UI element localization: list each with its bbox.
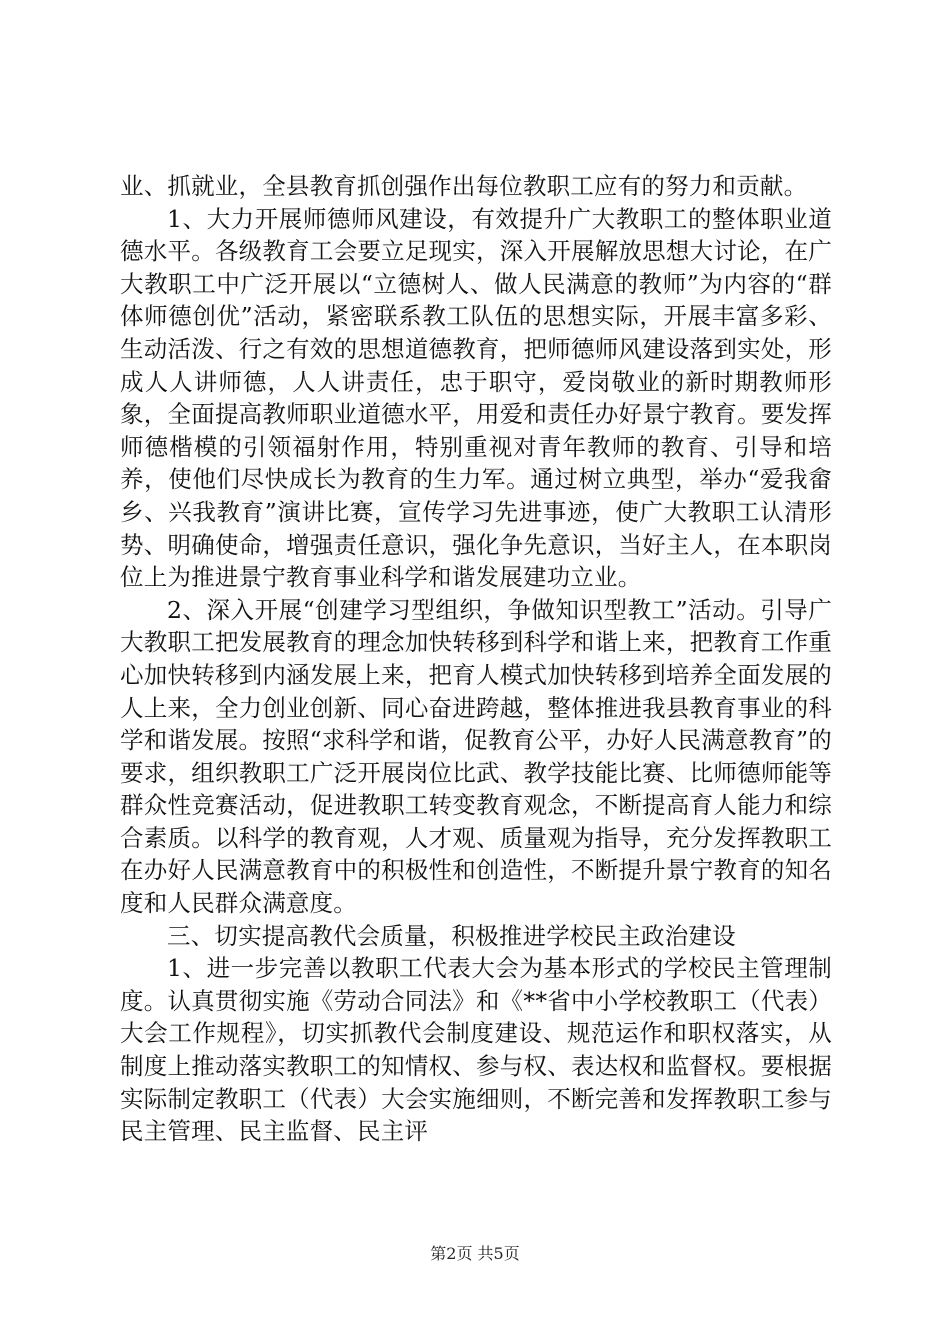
paragraph-learning-organization: 2、深入开展“创建学习型组织，争做知识型教工”活动。引导广大教职工把发展教育的理念加快转移到科学和谐上来，把教育工作重心加快转移到内涵发展上来，把育人模式加快转移到培养全面发展的人上来，全力创业创新、同心奋进跨越，整体推进我县教育事业的科学和谐发展。按照“求科学和谐，促教育公平，办好人民满意教育”的要求，组织教职工广泛开展岗位比武、教学技能比赛、比师德师能等群众性竞赛活动，促进教职工转变教育观念，不断提高育人能力和综合素质。以科学的教育观，人才观、质量观为指导，充分发挥教职工在办好人民满意教育中的积极性和创造性，不断提升景宁教育的知名度和人民群众满意度。 bbox=[120, 595, 832, 918]
paragraph-continuation: 业、抓就业，全县教育抓创强作出每位教职工应有的努力和贡献。 bbox=[120, 172, 808, 200]
section-heading-democracy: 三、切实提高教代会质量，积极推进学校民主政治建设 bbox=[167, 921, 736, 950]
page-number-footer: 第2页 共5页 bbox=[430, 1244, 520, 1263]
document-body bbox=[120, 170, 832, 1148]
paragraph-democratic-management: 1、进一步完善以教职工代表大会为基本形式的学校民主管理制度。认真贯彻实施《劳动合同法》和《**省中小学校教职工（代表）大会工作规程》，切实抓教代会制度建设、规范运作和职权落实，从制度上推动落实教职工的知情权、参与权、表达权和监督权。要根据实际制定教职工（代表）大会实施细则，不断完善和发挥教职工参与民主管理、民主监督、民主评 bbox=[120, 954, 832, 1146]
paragraph-teacher-ethics: 1、大力开展师德师风建设，有效提升广大教职工的整体职业道德水平。各级教育工会要立足现实，深入开展解放思想大讨论，在广大教职工中广泛开展以“立德树人、做人民满意的教师”为内容的“群体师德创优”活动，紧密联系教工队伍的思想实际，开展丰富多彩、生动活泼、行之有效的思想道德教育，把师德师风建设落到实处，形成人人讲师德，人人讲责任，忠于职守，爱岗敬业的新时期教师形象，全面提高教师职业道德水平，用爱和责任办好景宁教育。要发挥师德楷模的引领福射作用，特别重视对青年教师的教育、引导和培养，使他们尽快成长为教育的生力军。通过树立典型，举办“爱我畲乡、兴我教育”演讲比赛，宣传学习先进事迹，使广大教职工认清形势、明确使命，增强责任意识，强化争先意识，当好主人，在本职岗位上为推进景宁教育事业科学和谐发展建功立业。 bbox=[120, 204, 832, 592]
